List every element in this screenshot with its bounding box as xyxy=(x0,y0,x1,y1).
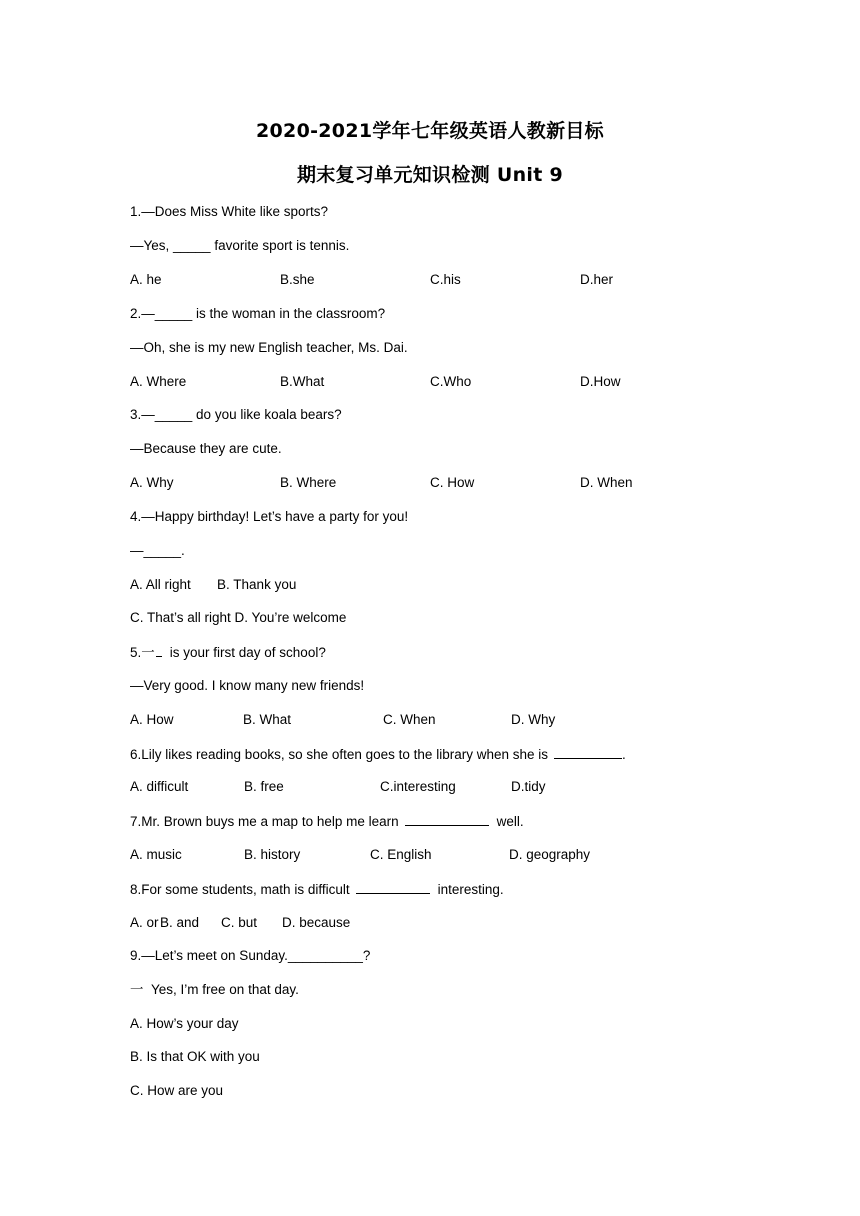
q3-option-b: B. Where xyxy=(280,475,337,490)
q7-option-b: B. history xyxy=(244,847,301,862)
q9-option-a: A. How’s your day xyxy=(130,1016,239,1031)
q5-stem xyxy=(130,643,326,662)
q4-reply: —_____. xyxy=(130,543,185,558)
q8-stem-text: 8.For some students, math is difficult xyxy=(130,882,350,897)
q9-stem: 9.—Let’s meet on Sunday.__________? xyxy=(130,948,371,963)
title-line-1: 2020-2021学年七年级英语人教新目标 xyxy=(256,120,604,142)
q6-blank xyxy=(554,745,622,759)
q8-blank xyxy=(356,880,430,894)
q1-option-b: B.she xyxy=(280,272,315,287)
q5-stem-rest: is your first day of school? xyxy=(169,645,326,660)
q7-option-a: A. music xyxy=(130,847,182,862)
q5-blank xyxy=(156,643,162,657)
q2-option-a: A. Where xyxy=(130,374,187,389)
q5-option-a: A. How xyxy=(130,712,174,727)
q3-stem: 3.—_____ do you like koala bears? xyxy=(130,407,342,422)
q7-stem-end: well. xyxy=(496,814,524,829)
q8-option-a: A. or xyxy=(130,915,159,930)
q6-stem-end: . xyxy=(622,747,626,762)
q7-option-d: D. geography xyxy=(509,847,591,862)
q4-options-line-1: A. All right B. Thank you xyxy=(130,577,297,592)
q7-option-c: C. English xyxy=(370,847,432,862)
q5-option-d: D. Why xyxy=(511,712,556,727)
q9-option-b: B. Is that OK with you xyxy=(130,1049,260,1064)
q8-stem xyxy=(130,880,504,899)
q2-option-d: D.How xyxy=(580,374,621,389)
q9-option-c: C. How are you xyxy=(130,1083,224,1098)
q3-option-c: C. How xyxy=(430,475,475,490)
q6-stem-text: 6.Lily likes reading books, so she often goes to the library when she is xyxy=(130,747,548,762)
q3-option-d: D. When xyxy=(580,475,633,490)
q1-option-d: D.her xyxy=(580,272,614,287)
q5-option-b: B. What xyxy=(243,712,292,727)
q8-option-d: D. because xyxy=(282,915,351,930)
q1-stem: 1.—Does Miss White like sports? xyxy=(130,204,329,219)
q5-option-c: C. When xyxy=(383,712,436,727)
q4-options-line-2: C. That’s all right D. You’re welcome xyxy=(130,610,347,625)
q5-stem-prefix: 5.一 xyxy=(130,645,155,660)
q3-reply: —Because they are cute. xyxy=(130,441,282,456)
q7-stem-text: 7.Mr. Brown buys me a map to help me learn xyxy=(130,814,399,829)
q1-reply: —Yes, _____ favorite sport is tennis. xyxy=(130,238,350,253)
q6-stem xyxy=(130,745,626,764)
q3-option-a: A. Why xyxy=(130,475,174,490)
q8-option-c: C. but xyxy=(221,915,258,930)
q2-option-b: B.What xyxy=(280,374,325,389)
q9-reply-prefix: 一 xyxy=(130,982,144,997)
q6-option-b: B. free xyxy=(244,779,284,794)
q8-option-b: B. and xyxy=(160,915,200,930)
q1-option-a: A. he xyxy=(130,272,162,287)
q9-reply xyxy=(130,981,299,999)
q5-reply: —Very good. I know many new friends! xyxy=(130,678,365,693)
q6-option-d: D.tidy xyxy=(511,779,546,794)
q2-reply: —Oh, she is my new English teacher, Ms. Dai. xyxy=(130,340,408,355)
q8-stem-end: interesting. xyxy=(437,882,504,897)
q6-option-c: C.interesting xyxy=(380,779,456,794)
title-line-2: 期末复习单元知识检测 Unit 9 xyxy=(296,164,564,186)
q7-blank xyxy=(405,812,489,826)
q9-reply-text: Yes, I’m free on that day. xyxy=(151,982,299,997)
q7-stem xyxy=(130,812,524,831)
q6-option-a: A. difficult xyxy=(130,779,189,794)
q1-option-c: C.his xyxy=(430,272,461,287)
q4-stem: 4.—Happy birthday! Let’s have a party for you! xyxy=(130,509,409,524)
q2-option-c: C.Who xyxy=(430,374,472,389)
q2-stem: 2.—_____ is the woman in the classroom? xyxy=(130,306,386,321)
